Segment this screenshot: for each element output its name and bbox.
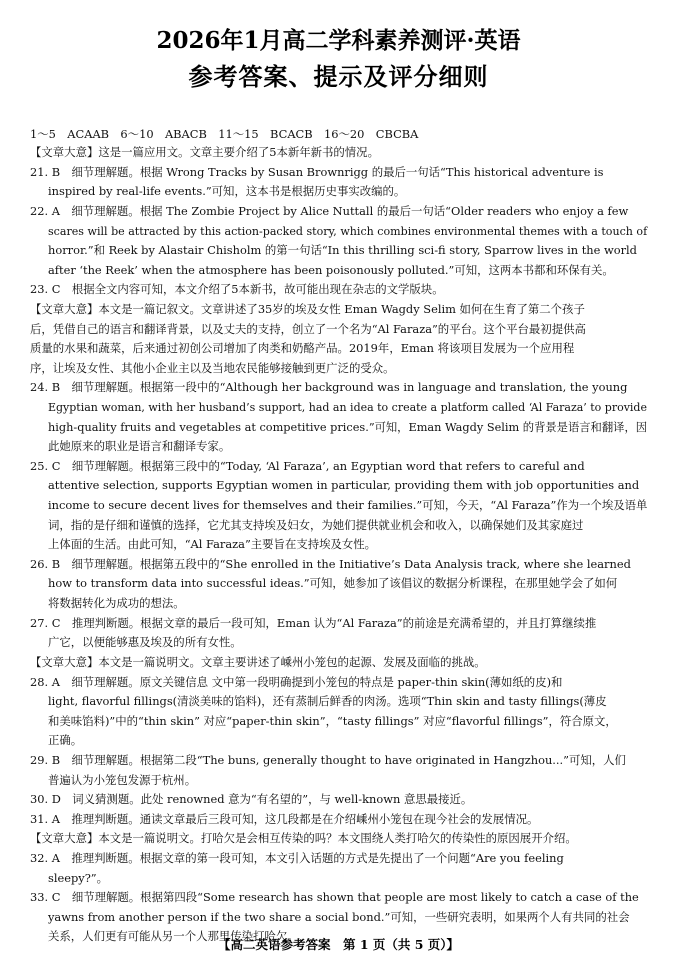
answer-explanation: 此她原来的职业是语言和翻译专家。: [48, 439, 231, 453]
answer-explanation: how to transform data into successful ideas.”可知，她参加了该倡议的数据分析课程，在那里她学会了如何: [48, 576, 618, 590]
answer-explanation: 和美味馅料)”中的“thin skin” 对应“paper-thin skin”，“tasty fillings” 对应“flavorful fillings”，符合原文，: [48, 714, 617, 728]
answer-explanation: 普遍认为小笼包发源于杭州。: [48, 773, 197, 787]
answer-explanation: 27. C 推理判断题。根据文章的最后一段可知，Eman 认为“Al Faraza”的前途是充满希望的，并且打算继续推: [30, 616, 597, 630]
answer-explanation: 21. B 细节理解题。根据 Wrong Tracks by Susan Brownrigg 的最后一句话“This historical adventure is: [30, 165, 604, 179]
answer-explanation: 23. C 根据全文内容可知，本文介绍了5本新书，故可能出现在杂志的文学版块。: [30, 282, 444, 296]
passage-summary: 后，凭借自己的语言和翻译背景，以及丈夫的支持，创立了一个名为“Al Faraza”的平台。这个平台最初提供高: [30, 322, 586, 336]
answer-explanation: 广它，以便能够惠及埃及的所有女性。: [48, 635, 242, 649]
answer-explanation: 词，指的是仔细和谨慎的选择，它尤其支持埃及妇女，为她们提供就业机会和收入，以确保她们及其家庭过: [48, 518, 584, 532]
page-footer: 【高二英语参考答案 第 1 页（共 5 页）】: [217, 937, 460, 952]
answer-explanation: 将数据转化为成功的想法。: [48, 596, 185, 610]
answer-explanation: 28. A 细节理解题。原文关键信息 文中第一段明确提到小笼包的特点是 paper-thin skin(薄如纸的皮)和: [30, 675, 563, 689]
passage-summary: 【文章大意】本文是一篇说明文。打哈欠是会相互传染的吗？本文围绕人类打哈欠的传染性的原因展开介绍。: [30, 831, 577, 845]
answer-explanation: 上体面的生活。由此可知，“Al Faraza”主要旨在支持埃及女性。: [48, 537, 377, 551]
answer-explanation: 29. B 细节理解题。根据第二段“The buns, generally thought to have originated in Hangzhou...”可知，人们: [30, 753, 626, 767]
answer-key-line: 1～5 ACAAB 6～10 ABACB 11～15 BCACB 16～20 CBCBA: [30, 127, 419, 141]
answer-explanation: after ‘the Reek’ when the atmosphere has been poisonously polluted.”可知，这两本书都和环保有关。: [48, 263, 614, 277]
answer-explanation: 31. A 推理判断题。通读文章最后三段可知，这几段都是在介绍嵊州小笼包在现今社会的发展情况。: [30, 812, 539, 826]
page-subtitle: 参考答案、提示及评分细则: [188, 62, 489, 91]
answer-explanation: scares will be attracted by this action-packed story, which combines environmental themes with a touch of: [48, 224, 648, 238]
passage-summary: 【文章大意】本文是一篇记叙文。文章讲述了35岁的埃及女性 Eman Wagdy Selim 如何在生育了第二个孩子: [30, 302, 585, 316]
answer-explanation: high-quality fruits and vegetables at competitive prices.”可知，Eman Wagdy Selim 的背景是语言和翻译，因: [48, 420, 648, 434]
answer-explanation: income to secure decent lives for themselves and their families.”可知，今天，“Al Faraza”作为一个埃及语单: [48, 498, 648, 512]
answer-explanation: sleepy?”。: [48, 871, 109, 885]
answer-explanation: 26. B 细节理解题。根据第五段中的“She enrolled in the Initiative’s Data Analysis track, where she learned: [30, 557, 631, 571]
answer-explanation: yawns from another person if the two share a social bond.”可知，一些研究表明，如果两个人有共同的社会: [48, 910, 630, 924]
passage-summary: 【文章大意】这是一篇应用文。文章主要介绍了5本新年新书的情况。: [30, 145, 379, 159]
answer-explanation: 33. C 细节理解题。根据第四段“Some research has shown that people are most likely to catch a case of the: [30, 890, 639, 904]
answer-explanation: light, flavorful fillings(清淡美味的馅料)，还有蒸制后鲜香的肉汤。选项“Thin skin and tasty fillings(薄皮: [48, 694, 607, 708]
answer-explanation: inspired by real-life events.”可知，这本书是根据历史事实改编的。: [48, 184, 406, 198]
answer-explanation: Egyptian woman, with her husband’s support, had an idea to create a platform called ‘Al Faraza’ to provide: [48, 400, 647, 414]
passage-summary: 质量的水果和蔬菜，后来通过初创公司增加了肉类和奶酪产品。2019年，Eman 将该项目发展为一个应用程: [30, 341, 575, 355]
answer-explanation: 22. A 细节理解题。根据 The Zombie Project by Alice Nuttall 的最后一句话“Older readers who enjoy a few: [30, 204, 629, 218]
answer-explanation: horror.”和 Reek by Alastair Chisholm 的第一句话“In this thrilling sci-fi story, Sparrow lives in the world: [48, 243, 637, 257]
passage-summary: 序，让埃及女性、其他小企业主以及当地农民能够接触到更广泛的受众。: [30, 361, 395, 375]
answer-explanation: attentive selection, supports Egyptian women in particular, providing them with job opportunities and: [48, 478, 640, 492]
answer-explanation: 30. D 词义猜测题。此处 renowned 意为“有名望的”，与 well-known 意思最接近。: [30, 792, 473, 806]
answer-explanation: 正确。: [48, 733, 83, 747]
page-title: 2026年1月高二学科素养测评·英语: [156, 27, 521, 54]
answer-explanation: 关系，人们更有可能从另一个人那里传染打哈欠。: [48, 929, 299, 943]
answer-explanation: 25. C 细节理解题。根据第三段中的“Today, ‘Al Faraza’, an Egyptian word that refers to careful and: [30, 459, 585, 473]
passage-summary: 【文章大意】本文是一篇说明文。文章主要讲述了嵊州小笼包的起源、发展及面临的挑战。: [30, 655, 486, 669]
answer-explanation: 24. B 细节理解题。根据第一段中的“Although her background was in language and translation, the young: [30, 380, 628, 394]
answer-explanation: 32. A 推理判断题。根据文章的第一段可知，本文引入话题的方式是先提出了一个问题“Are you feeling: [30, 851, 564, 865]
